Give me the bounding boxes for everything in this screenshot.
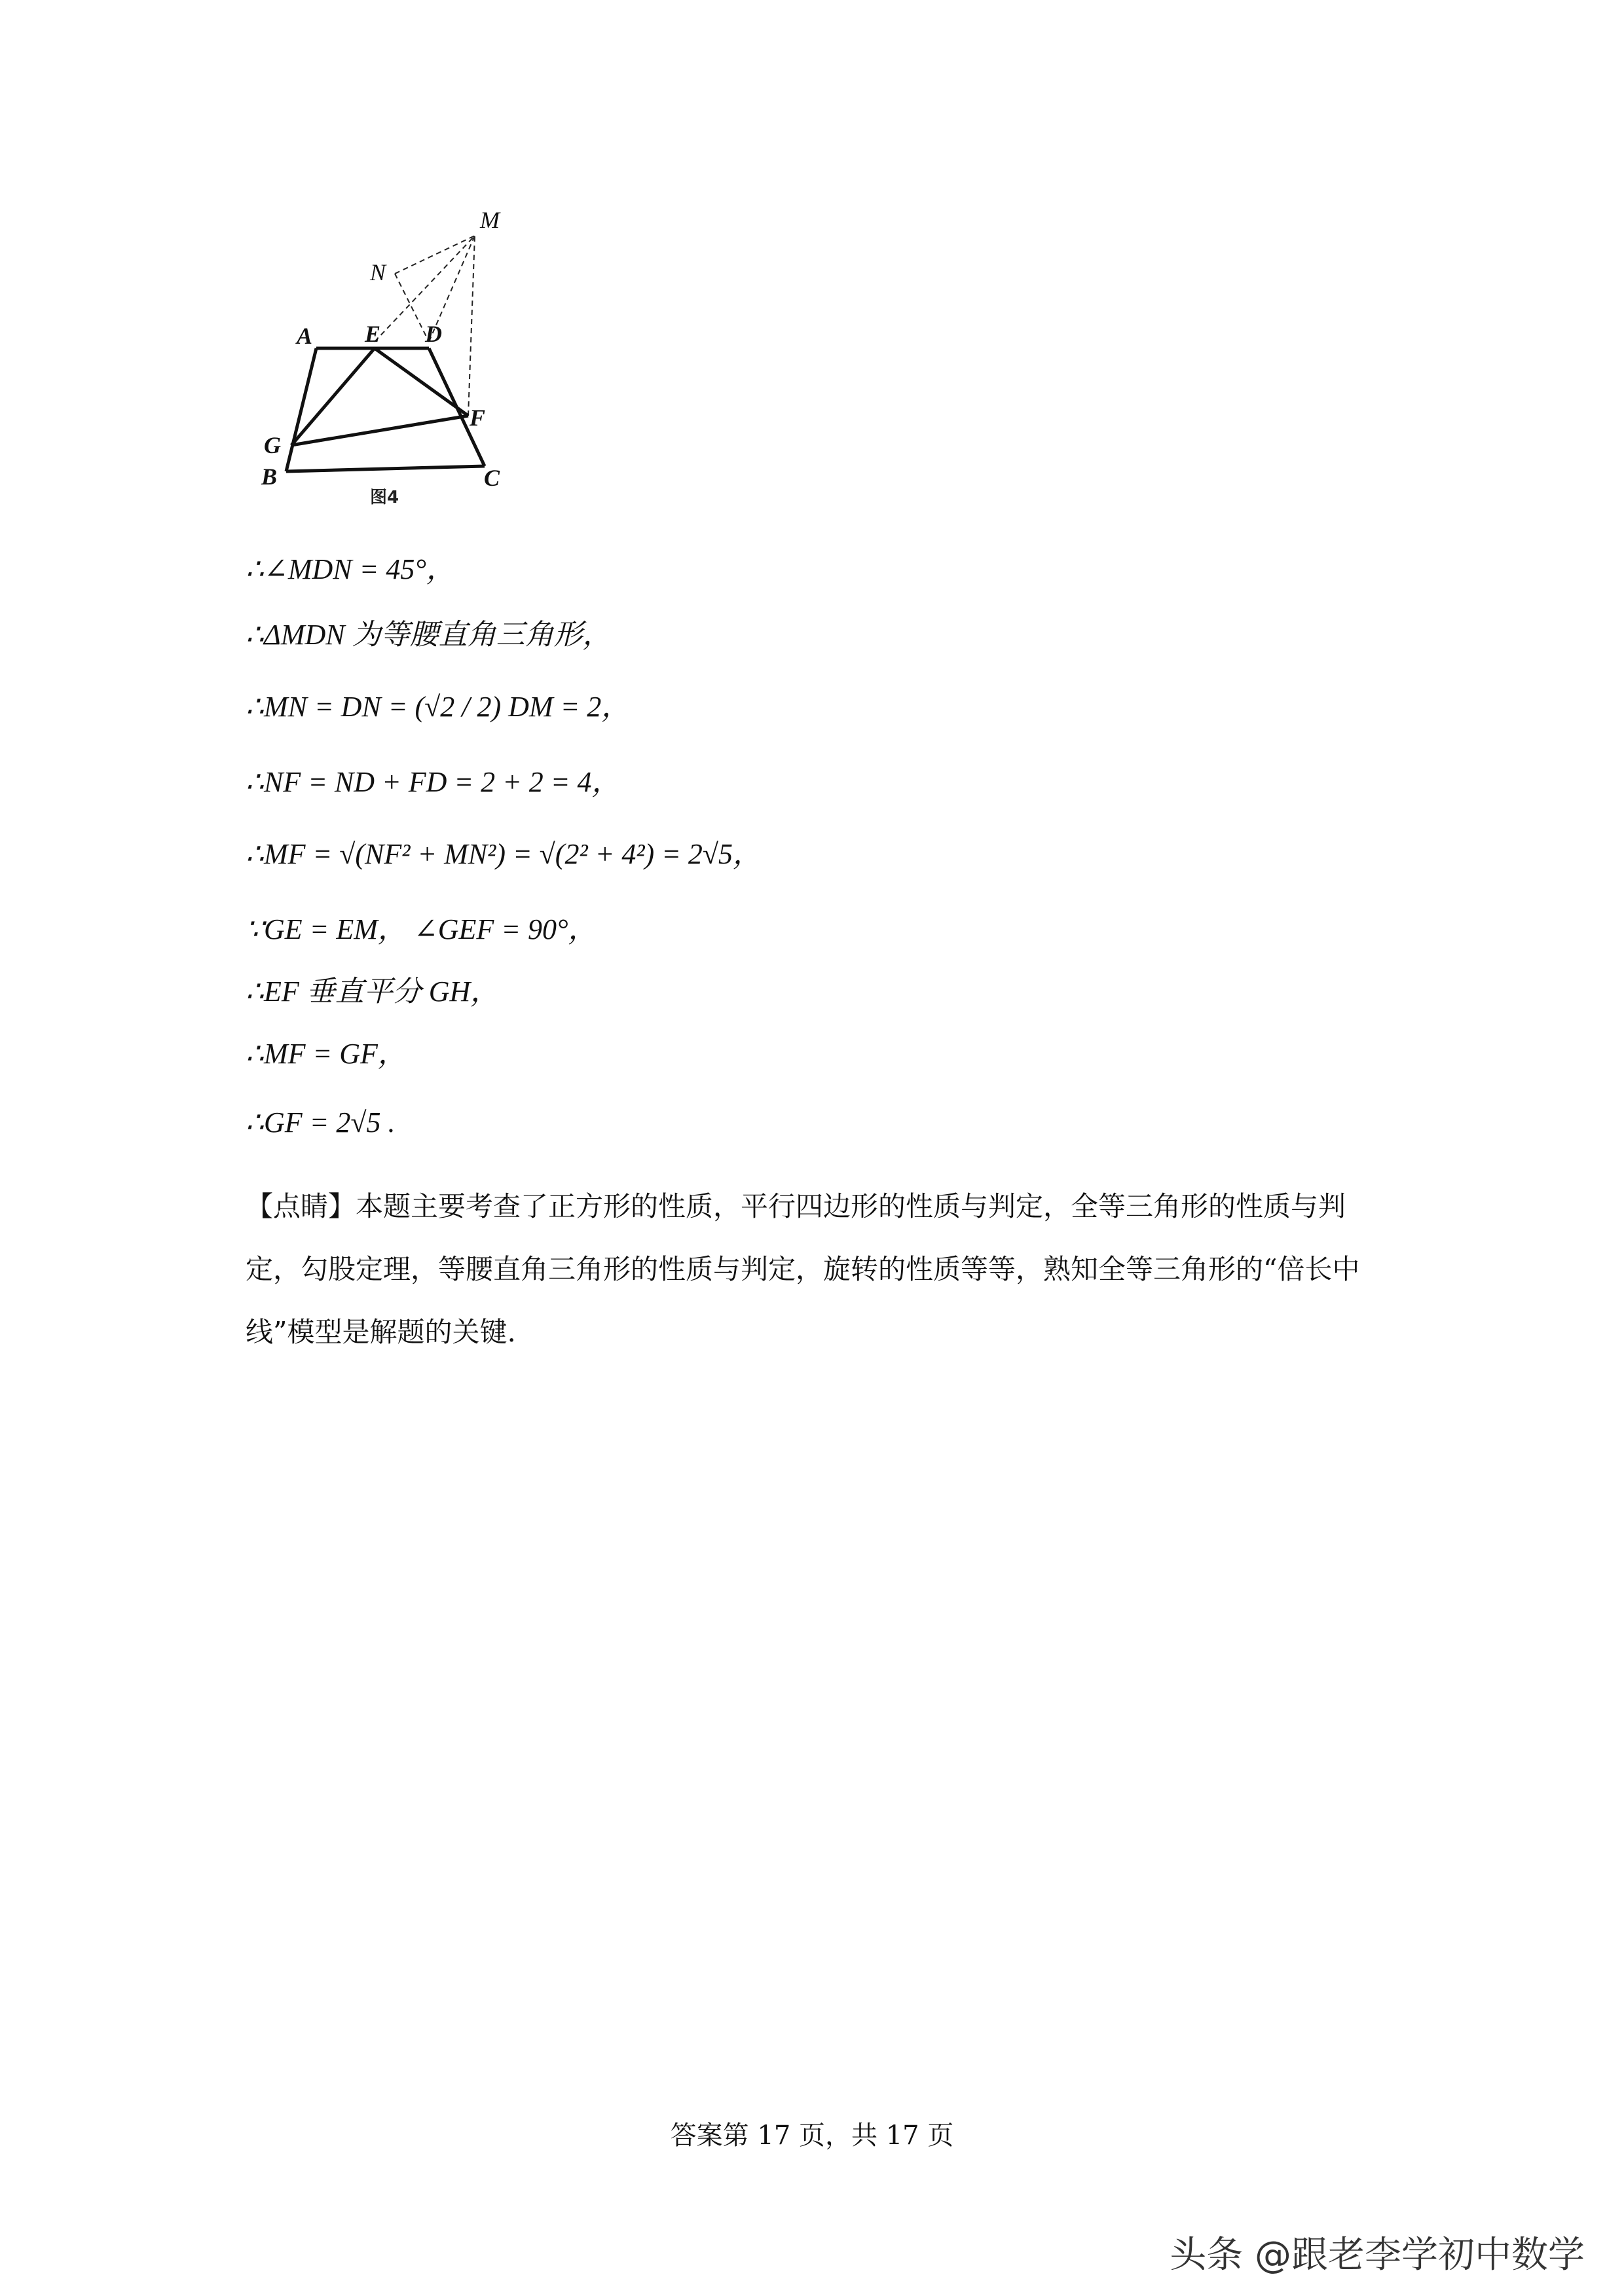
proof-line-2: ∴ΔMDN 为等腰直角三角形，: [246, 619, 612, 651]
label-N: N: [370, 259, 386, 285]
dash-ND: [395, 274, 429, 342]
seg-EF: [375, 348, 468, 416]
proof-line-9: ∴GF = 2√5 .: [246, 1106, 396, 1139]
dash-NM: [395, 236, 475, 274]
label-A: A: [297, 323, 313, 349]
label-M: M: [480, 207, 500, 233]
page-footer: 答案第 17 页，共 17 页: [670, 2121, 954, 2151]
proof-line-3: ∴MN = DN = (√2 / 2) DM = 2，: [246, 691, 631, 723]
figure-caption: 图4: [370, 488, 399, 507]
label-E: E: [365, 321, 381, 347]
proof-line-7: ∴EF 垂直平分 GH，: [246, 975, 500, 1008]
key-point-note: 【点睛】本题主要考查了正方形的性质，平行四边形的性质与判定，全等三角形的性质与判定，勾股定理，等腰直角三角形的性质与判定，旋转的性质等等，熟知全等三角形的“倍长中线”模型是解题的关键.: [246, 1190, 1360, 1348]
proof-line-5: ∴MF = √(NF² + MN²) = √(2² + 4²) = 2√5，: [246, 838, 762, 870]
figure-4-diagram: [252, 196, 514, 524]
proof-line-1: ∴∠MDN = 45°，: [246, 553, 455, 585]
label-B: B: [261, 464, 278, 490]
proof-line-4: ∴NF = ND + FD = 2 + 2 = 4，: [246, 766, 621, 798]
seg-GF: [291, 416, 468, 445]
label-G: G: [264, 432, 281, 458]
side-BC: [286, 466, 485, 471]
geometry-figure: [252, 196, 514, 524]
label-C: C: [484, 465, 500, 491]
label-F: F: [470, 405, 486, 431]
label-D: D: [425, 321, 442, 347]
side-AB: [286, 348, 316, 471]
dash-FM: [468, 236, 475, 416]
watermark: 头条 @跟老李学初中数学: [1170, 2234, 1585, 2276]
proof-line-6: ∵GE = EM， ∠GEF = 90°，: [246, 913, 597, 945]
proof-line-8: ∴MF = GF，: [246, 1038, 407, 1070]
